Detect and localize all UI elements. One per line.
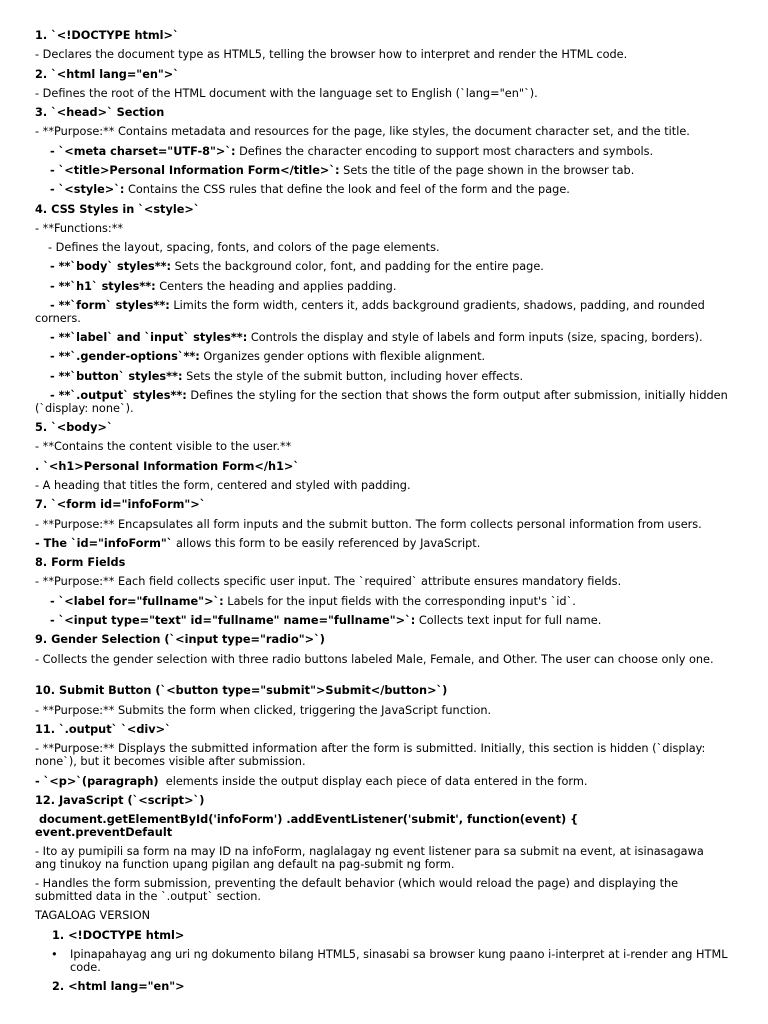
heading-head-section: 3. `<head>` Section	[35, 106, 165, 119]
item-label-for: - `<label for="fullname">`: Labels for the input fields with the corresponding input's `id`.	[50, 595, 576, 608]
item-form-styles: - **`form` styles**: Limits the form width, centers it, adds background gradients, shadows, padding, and rounded corners.	[35, 299, 709, 325]
item-style: - `<style>`: Contains the CSS rules that define the look and feel of the form and the page.	[50, 183, 570, 196]
item-h1-styles: - **`h1` styles**: Centers the heading and applies padding.	[50, 280, 397, 293]
text-gender-desc: - Collects the gender selection with three radio buttons labeled Male, Female, and Other. The user can choose only one.	[35, 653, 714, 666]
text-tagalog-version: TAGALOAG VERSION	[35, 909, 151, 922]
text-form-purpose: - **Purpose:** Encapsulates all form inputs and the submit button. The form collects personal information from users.	[35, 518, 702, 531]
text-doctype-desc: - Declares the document type as HTML5, telling the browser how to interpret and render the HTML code.	[35, 48, 628, 61]
heading-form: 7. `<form id="infoForm">`	[35, 498, 206, 511]
text-output-paragraph: - `<p>`(paragraph) elements inside the output display each piece of data entered in the form.	[35, 775, 588, 788]
text-form-fields-purpose: - **Purpose:** Each field collects specific user input. The `required` attribute ensures mandatory fields.	[35, 575, 622, 588]
text-functions-desc: - Defines the layout, spacing, fonts, and colors of the page elements.	[48, 241, 440, 254]
item-body-styles: - **`body` styles**: Sets the background color, font, and padding for the entire page.	[50, 260, 544, 273]
text-js-desc: - Handles the form submission, preventing the default behavior (which would reload the page) and displaying the submitted data in the `.output` section.	[35, 877, 682, 903]
code-event-listener: document.getElementById('infoForm') .addEventListener('submit', function(event) { event.preventDefault	[35, 813, 583, 839]
text-tagalog-doctype-desc: Ipinapahayag ang uri ng dokumento bilang HTML5, sinasabi sa browser kung paano i-interpret at i-render ang HTML code.	[70, 948, 732, 974]
item-meta-charset: - `<meta charset="UTF-8">`: Defines the character encoding to support most characters and symbols.	[50, 145, 654, 158]
heading-tagalog-html-lang: 2. <html lang="en">	[52, 980, 185, 993]
item-input-text: - `<input type="text" id="fullname" name="fullname">`: Collects text input for full name.	[50, 614, 602, 627]
heading-submit-button: 10. Submit Button (`<button type="submit">Submit</button>`)	[35, 684, 448, 697]
heading-gender-selection: 9. Gender Selection (`<input type="radio">`)	[35, 633, 325, 646]
text-head-purpose: - **Purpose:** Contains metadata and resources for the page, like styles, the document character set, and the title.	[35, 125, 690, 138]
heading-body: 5. `<body>`	[35, 421, 113, 434]
item-title: - `<title>Personal Information Form</title>`: Sets the title of the page shown in the browser tab.	[50, 164, 635, 177]
heading-doctype: 1. `<!DOCTYPE html>`	[35, 29, 179, 42]
heading-h1: . `<h1>Personal Information Form</h1>`	[35, 460, 300, 473]
item-label-input-styles: - **`label` and `input` styles**: Controls the display and style of labels and form inputs (size, spacing, borders).	[50, 331, 703, 344]
heading-tagalog-doctype: 1. <!DOCTYPE html>	[52, 929, 185, 942]
item-gender-options: - **`.gender-options`**: Organizes gender options with flexible alignment.	[50, 350, 486, 363]
text-functions: - **Functions:**	[35, 222, 124, 235]
heading-css-styles: 4. CSS Styles in `<style>`	[35, 203, 200, 216]
heading-output-div: 11. `.output` `<div>`	[35, 723, 171, 736]
text-body-desc: - **Contains the content visible to the user.**	[35, 440, 292, 453]
heading-form-fields: 8. Form Fields	[35, 556, 126, 569]
heading-html-lang: 2. `<html lang="en">`	[35, 68, 179, 81]
text-html-lang-desc: - Defines the root of the HTML document with the language set to English (`lang="en"`).	[35, 87, 538, 100]
bullet-icon: •	[51, 948, 58, 961]
text-submit-purpose: - **Purpose:** Submits the form when clicked, triggering the JavaScript function.	[35, 704, 492, 717]
text-tagalog-js-desc: - Ito ay pumipili sa form na may ID na infoForm, naglalagay ng event listener para sa submit na event, at isinasagawa ang tinukoy na function upang pigilan ang default na pag-submit ng form.	[35, 845, 708, 871]
text-form-id: - The `id="infoForm"` allows this form to be easily referenced by JavaScript.	[35, 537, 481, 550]
text-output-purpose: - **Purpose:** Displays the submitted information after the form is submitted. Initially, this section is hidden (`display: none`), but it becomes visible after submission.	[35, 742, 709, 768]
text-h1-desc: - A heading that titles the form, centered and styled with padding.	[35, 479, 411, 492]
heading-javascript: 12. JavaScript (`<script>`)	[35, 794, 205, 807]
item-button-styles: - **`button` styles**: Sets the style of the submit button, including hover effects.	[50, 370, 524, 383]
item-output-styles: - **`.output` styles**: Defines the styling for the section that shows the form output after submission, initially hidden (`display: none`).	[35, 389, 732, 415]
